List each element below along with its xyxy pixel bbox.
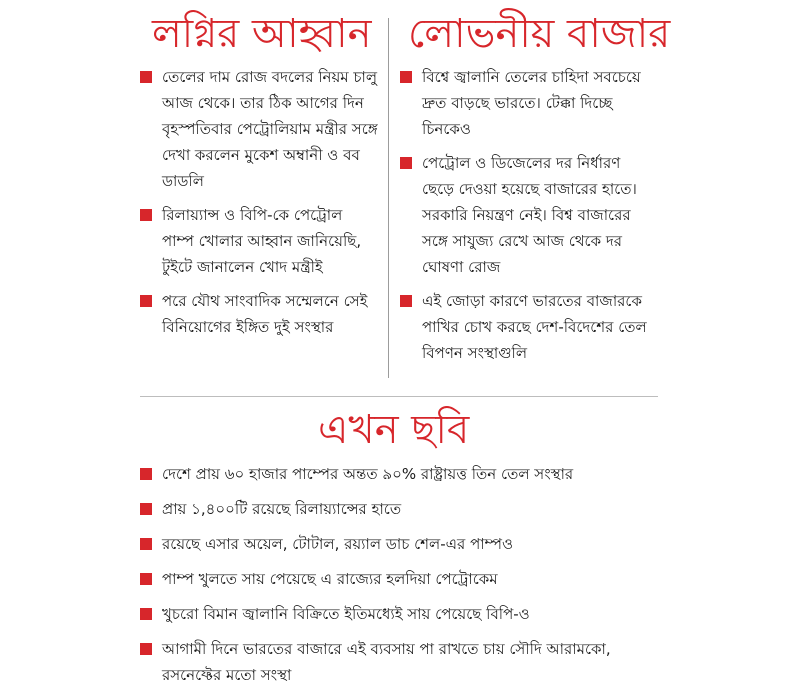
list-item (140, 64, 378, 194)
list-item (140, 202, 378, 280)
list-item-text: দেশে প্রায় ৬০ হাজার পাম্পের অন্তত ৯০% রাষ্ট্রায়ত্ত তিন তেল সংস্থার (162, 465, 574, 483)
list-item-text: এই জোড়া কারণে ভারতের বাজারকে পাখির চোখ করছে দেশ-বিদেশের তেল বিপণন সংস্থাগুলি (422, 292, 647, 362)
right-column (400, 64, 650, 374)
left-column-title: লগ্নির আহ্বান (152, 11, 372, 57)
square-bullet-icon (400, 295, 412, 307)
square-bullet-icon (140, 538, 152, 550)
list-item-text: প্রায় ১,৪০০টি রয়েছে রিলায়্যান্সের হাতে (162, 500, 402, 518)
square-bullet-icon (400, 157, 412, 169)
right-column-title: লোভনীয় বাজার (408, 11, 671, 57)
list-item-text: তেলের দাম রোজ বদলের নিয়ম চালু আজ থেকে। তার ঠিক আগের দিন বৃহস্পতিবার পেট্রোলিয়াম মন্ত্রীর সঙ্গে দেখা করলেন মুকেশ অম্বানী ও বব ডাডলি (162, 68, 378, 190)
list-item (140, 531, 660, 557)
square-bullet-icon (400, 71, 412, 83)
list-item (140, 288, 378, 340)
square-bullet-icon (140, 608, 152, 620)
list-item (140, 566, 660, 592)
list-item-text: রিলায়্যান্স ও বিপি-কে পেট্রোল পাম্প খোলার আহ্বান জানিয়েছি, টুইটে জানালেন খোদ মন্ত্রীই (162, 206, 362, 276)
square-bullet-icon (140, 468, 152, 480)
square-bullet-icon (140, 503, 152, 515)
list-item-text: পরে যৌথ সাংবাদিক সম্মেলনে সেই বিনিয়োগের ইঙ্গিত দুই সংস্থার (162, 292, 368, 336)
list-item (400, 150, 650, 280)
left-column (140, 64, 378, 348)
list-item (400, 64, 650, 142)
square-bullet-icon (140, 209, 152, 221)
list-item-text: রয়েছে এসার অয়েল, টোটাল, রয়্যাল ডাচ শেল-এর পাম্পও (162, 535, 514, 553)
square-bullet-icon (140, 295, 152, 307)
square-bullet-icon (140, 573, 152, 585)
list-item-text: বিশ্বে জ্বালানি তেলের চাহিদা সবচেয়ে দ্রুত বাড়ছে ভারতে। টেক্কা দিচ্ছে চিনকেও (422, 68, 641, 138)
list-item-text: পেট্রোল ও ডিজেলের দর নির্ধারণ ছেড়ে দেওয়া হয়েছে বাজারের হাতে। সরকারি নিয়ন্ত্রণ নেই। বিশ্ব বাজারের সঙ্গে সাযুজ্য রেখে আজ থেকে দর ঘোষণা রোজ (422, 154, 637, 276)
list-item-text: খুচরো বিমান জ্বালানি বিক্রিতে ইতিমধ্যেই সায় পেয়েছে বিপি-ও (162, 605, 530, 623)
list-item-text: পাম্প খুলতে সায় পেয়েছে এ রাজ্যের হলদিয়া পেট্রোকেম (162, 570, 498, 588)
list-item (140, 601, 660, 627)
horizontal-divider (140, 396, 658, 397)
square-bullet-icon (140, 71, 152, 83)
list-item (400, 288, 650, 366)
vertical-divider (388, 18, 389, 378)
bottom-section (140, 461, 660, 697)
list-item (140, 496, 660, 522)
list-item-text: আগামী দিনে ভারতের বাজারে এই ব্যবসায় পা রাখতে চায় সৌদি আরামকো, রসনেফ্টের মতো সংস্থা (162, 640, 611, 684)
list-item (140, 636, 660, 688)
list-item (140, 461, 660, 487)
square-bullet-icon (140, 643, 152, 655)
bottom-section-title: এখন ছবি (318, 407, 470, 453)
